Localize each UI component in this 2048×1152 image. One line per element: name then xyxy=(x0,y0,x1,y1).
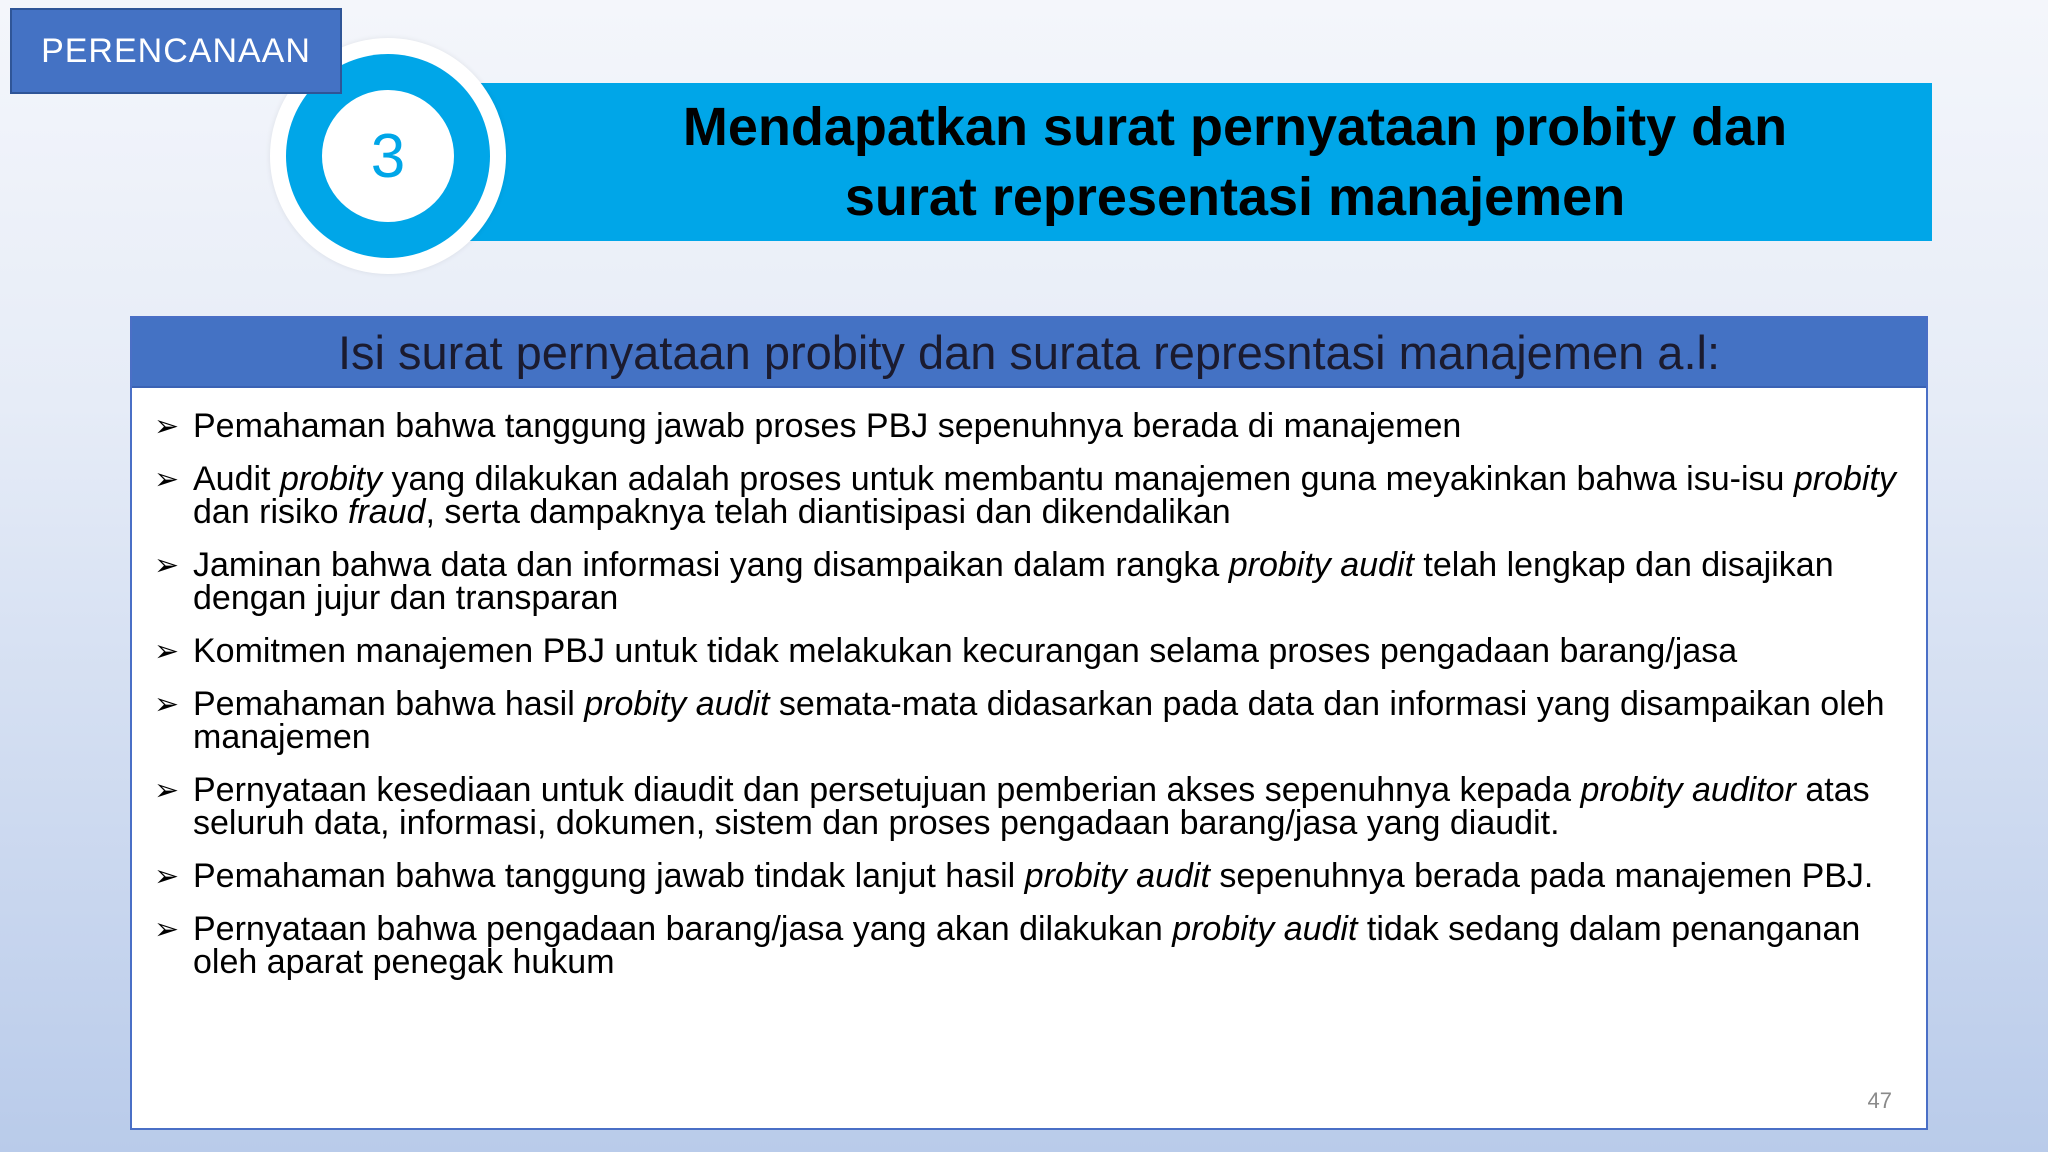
list-item-text: telah lengkap dan disajikan dengan jujur dan transparan xyxy=(193,546,1834,617)
arrow-bullet-icon: ➢ xyxy=(154,635,180,668)
list-item-text: yang dilakukan adalah proses untuk membantu manajemen guna meyakinkan bahwa isu-isu xyxy=(382,460,1794,498)
list-item-text: Pernyataan bahwa pengadaan barang/jasa yang akan dilakukan xyxy=(193,910,1173,948)
list-item-text: probity xyxy=(279,460,383,498)
list-item xyxy=(146,685,1906,756)
list-item-text: probity auditor xyxy=(1580,771,1796,809)
list-item-text: , serta dampaknya telah diantisipasi dan dikendalikan xyxy=(425,493,1231,531)
list-item xyxy=(146,632,1906,670)
slide-title: Mendapatkan surat pernyataan probity dan surat representasi manajemen xyxy=(682,97,1788,227)
list-item xyxy=(146,546,1906,617)
list-item-text: Pemahaman bahwa hasil xyxy=(193,685,585,723)
list-item-text: sepenuhnya berada pada manajemen PBJ. xyxy=(1209,857,1874,895)
arrow-bullet-icon: ➢ xyxy=(154,860,180,893)
arrow-bullet-icon: ➢ xyxy=(154,913,180,946)
arrow-bullet-icon: ➢ xyxy=(154,410,180,443)
list-item xyxy=(146,910,1906,981)
bullet-list xyxy=(132,388,1926,979)
list-item-text: Pemahaman bahwa tanggung jawab proses PBJ sepenuhnya berada di manajemen xyxy=(193,407,1462,445)
list-item-text: probity audit xyxy=(584,685,770,723)
list-item-text: tidak sedang dalam penanganan oleh aparat penegak hukum xyxy=(193,910,1861,981)
list-item xyxy=(146,460,1906,531)
list-item-text: Audit xyxy=(193,460,280,498)
list-item-text: fraud xyxy=(347,493,426,531)
list-item-text: Jaminan bahwa data dan informasi yang disampaikan dalam rangka xyxy=(193,546,1229,584)
content-header: Isi surat pernyataan probity dan surata represntasi manajemen a.l: xyxy=(132,318,1926,388)
list-item-text: probity audit xyxy=(1024,857,1210,895)
list-item-text: dan risiko xyxy=(193,493,348,531)
arrow-bullet-icon: ➢ xyxy=(154,463,180,496)
list-item-text: atas seluruh data, informasi, dokumen, sistem dan proses pengadaan barang/jasa yang diaudit. xyxy=(193,771,1870,842)
page-number: 47 xyxy=(1867,1088,1892,1113)
title-banner xyxy=(468,83,1932,241)
list-item-text: probity audit xyxy=(1228,546,1414,584)
list-item xyxy=(146,771,1906,842)
list-item-text: Pernyataan kesediaan untuk diaudit dan persetujuan pemberian akses sepenuhnya kepada xyxy=(193,771,1581,809)
list-item-text: Komitmen manajemen PBJ untuk tidak melakukan kecurangan selama proses pengadaan barang/jasa xyxy=(193,632,1738,670)
list-item-text: probity audit xyxy=(1172,910,1358,948)
arrow-bullet-icon: ➢ xyxy=(154,549,180,582)
content-box xyxy=(130,316,1928,1130)
list-item-text: semata-mata didasarkan pada data dan informasi yang disampaikan oleh manajemen xyxy=(193,685,1885,756)
arrow-bullet-icon: ➢ xyxy=(154,774,180,807)
step-number: 3 xyxy=(322,90,454,222)
list-item-text: Pemahaman bahwa tanggung jawab tindak lanjut hasil xyxy=(193,857,1025,895)
arrow-bullet-icon: ➢ xyxy=(154,688,180,721)
list-item xyxy=(146,857,1906,895)
list-item-text: probity xyxy=(1793,460,1896,498)
section-tag: PERENCANAAN xyxy=(10,8,342,94)
list-item xyxy=(146,407,1906,445)
